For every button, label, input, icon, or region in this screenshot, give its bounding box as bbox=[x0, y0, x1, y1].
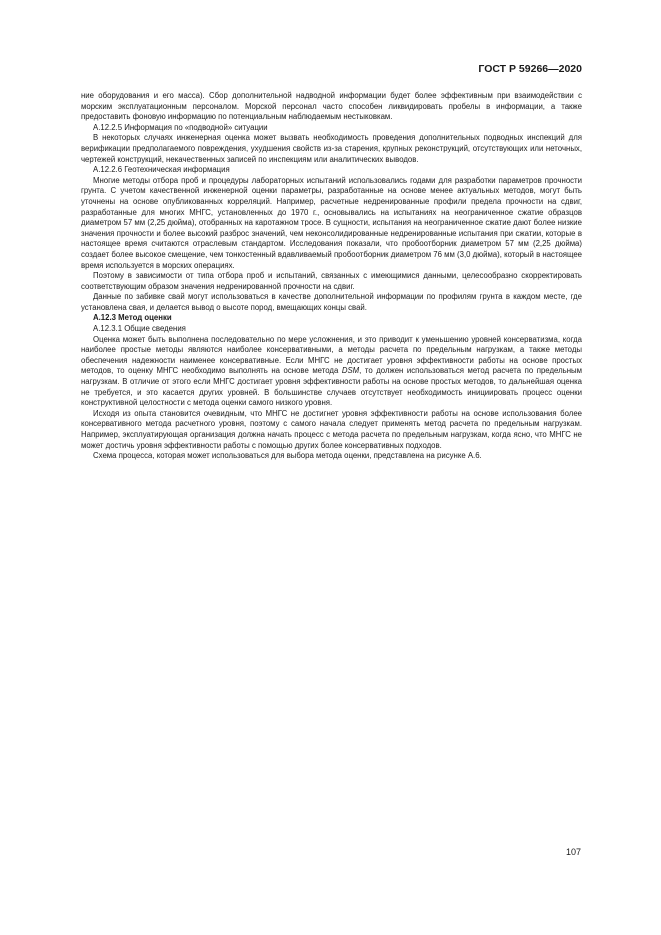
paragraph: Многие методы отбора проб и процедуры лабораторных испытаний использовались годами для разработки параметров прочности грунта. С учетом качественной инженерной оценки параметры, разработанные на основе менее актуальных методов, могут быть уточнены на основе опубликованных корреляций. Например, расчетные недренированные профили предела прочности на сдвиг, разработанные для многих МНГС, установленных до 1970 г., основывались на испытаниях на неограниченное сжатие образцов диаметром 57 мм (2,25 дюйма), отобранных на каротажном тросе. В сущности, испытания на неограниченное сжатие дают более низкие значения прочности и более высокий разброс значений, чем неконсолидированные недренированные испытания при сжатии, которые в настоящее время считаются отраслевым стандартом. Исследования показали, что пробоотборник диаметром 57 мм (2,25 дюйма) создает более высокое смещение, чем тонкостенный вдавливаемый пробоотборник диаметром 76 мм (3,0 дюйма), который в настоящее время используется в морских операциях. bbox=[81, 175, 582, 270]
paragraph: В некоторых случаях инженерная оценка может вызвать необходимость проведения дополнительных подводных инспекций для верификации предполагаемого повреждения, ухудшения свойств из-за старения, крупных реконструкций, отсутствующих или неточных, чертежей конструкций, некачественных записей по инспекциям или аналитических выводов. bbox=[81, 133, 582, 164]
paragraph: ние оборудования и его масса). Сбор дополнительной надводной информации будет более эффективным при взаимодействии с морским эксплуатационным персоналом. Морской персонал часто способен ликвидировать пробелы в информации, а также предоставить фоновую информацию по потенциальным наблюдаемым нестыковкам. bbox=[81, 91, 582, 122]
document-body bbox=[81, 91, 582, 462]
section-heading-bold: А.12.3 Метод оценки bbox=[93, 313, 172, 323]
paragraph: Данные по забивке свай могут использоваться в качестве дополнительной информации по профилям грунта в каждом месте, где установлена свая, и делается вывод о высоте пород, вмещающих концы свай. bbox=[81, 292, 582, 312]
paragraph-part: , то должен использоваться метод расчета по предельным нагрузкам. В отличие от этого если МНГС достигает уровня эффективности работы на основе простых методов, то дальнейшая оценка не требуется, и это касается других уровней. В большинстве случаев отсутствует необходимость инициировать процесс оценки конструктивной целостности с метода оценки самого низкого уровня. bbox=[81, 366, 582, 408]
paragraph: Исходя из опыта становится очевидным, что МНГС не достигнет уровня эффективности работы на основе использования более консервативного метода расчетного уровня, поэтому с самого начала следует применять метод расчета по предельным нагрузкам. Например, эксплуатирующая организация должна начать процесс с метода расчета по предельным нагрузкам, когда ясно, что МНГС не может достичь уровня эффективности работы с помощью других более консервативных подходов. bbox=[81, 408, 582, 450]
paragraph-part: Оценка может быть выполнена последовательно по мере усложнения, и это приводит к уменьшению уровней консерватизма, когда наиболее простые методы являются наиболее консервативными, а методы расчета по предельным нагрузкам, а также методы обеспечения надежности наименее консервативные. Если МНГС не достигает уровня эффективности работы на основе простых методов, то оценку МНГС необходимо выполнять на основе метода bbox=[81, 334, 582, 376]
section-heading: А.12.2.6 Геотехническая информация bbox=[93, 165, 230, 175]
paragraph: Поэтому в зависимости от типа отбора проб и испытаний, связанных с имеющимися данными, целесообразно скорректировать соответствующим образом значения недренированной прочности на сдвиг. bbox=[81, 271, 582, 291]
document-header: ГОСТ Р 59266—2020 bbox=[478, 63, 582, 75]
paragraph: Схема процесса, которая может использоваться для выбора метода оценки, представлена на рисунке А.6. bbox=[93, 451, 482, 461]
subsection-heading: А.12.3.1 Общие сведения bbox=[93, 324, 186, 334]
paragraph bbox=[81, 335, 582, 409]
section-heading: А.12.2.5 Информация по «подводной» ситуации bbox=[93, 122, 268, 132]
page-number: 107 bbox=[565, 847, 581, 857]
dsm-term: DSM bbox=[341, 366, 360, 376]
